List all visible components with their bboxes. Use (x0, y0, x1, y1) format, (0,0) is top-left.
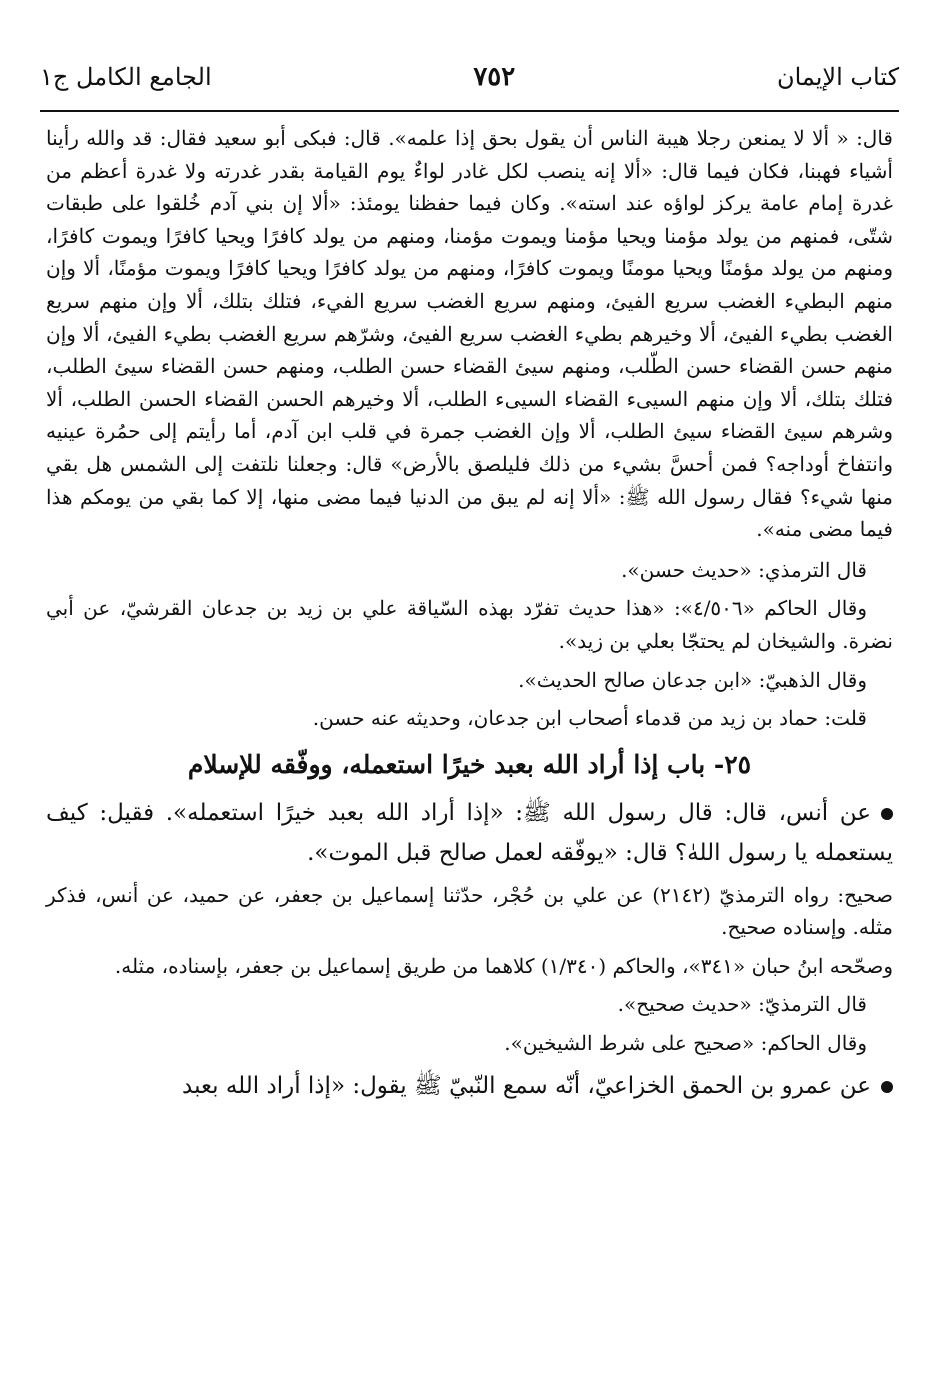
collection-title: الجامع الكامل ج١ (40, 63, 212, 91)
takhrij-note: صحيح: رواه الترمذيّ (٢١٤٢) عن علي بن حُجْر، حدّثنا إسماعيل بن جعفر، عن حميد، عن أنس، فذكر مثله. وإسناده صحيح. (46, 882, 893, 940)
author-comment: قلت: حماد بن زيد من قدماء أصحاب ابن جدعان، وحديثه عنه حسن. (312, 706, 867, 731)
hadith-amr-text: عن عمرو بن الحمق الخزاعيّ، أنّه سمع النّبيّ ﷺ يقول: «إذا أراد الله بعبد (182, 1072, 871, 1099)
bullet-icon (881, 808, 893, 820)
hadith-amr (46, 1066, 893, 1106)
hadith-anas-text: عن أنس، قال: قال رسول الله ﷺ: «إذا أراد الله بعبد خيرًا استعمله». فقيل: كيف يستعمله يا رسول اللهٰ؟ قال: «يوفّقه لعمل صالح قبل الموت». (46, 799, 893, 866)
hadith-anas (46, 793, 893, 873)
page-body (46, 122, 893, 1112)
hakim-comment: وقال الحاكم «٤/٥٠٦»: «هذا حديث تفرّد بهذه السّياقة علي بن زيد بن جدعان القرشيّ، عن أبي نضرة. والشيخان لم يحتجّا بعلي بن زيد». (46, 596, 893, 653)
dhahabi-comment: وقال الذهبيّ: «ابن جدعان صالح الحديث». (518, 667, 867, 692)
hakim-grading: وقال الحاكم: «صحيح على شرط الشيخين». (504, 1031, 867, 1056)
page-number: ٧٥٢ (473, 62, 516, 92)
chapter-heading: ٢٥- باب إذا أراد الله بعبد خيرًا استعمله، ووفّقه للإسلام (187, 749, 752, 779)
book-title: كتاب الإيمان (776, 63, 899, 91)
hadith-continuation-paragraph: قال: « ألا لا يمنعن رجلا هيبة الناس أن يقول بحق إذا علمه». قال: فبكى أبو سعيد فقال: قد والله رأينا أشياء فهبنا، فكان فيما قال: «ألا إنه ينصب لكل غادر لواءٌ يوم القيامة بقدر غدرته ولا غدرة أعظم من غدرة إمام عامة يركز لواؤه عند استه». وكان فيما حفظنا يومئذ: «ألا إن بني آدم خُلقوا على طبقات شتّى، فمنهم من يولد مؤمنا ويحيا مؤمنا ويموت مؤمنا، ومنهم من يولد كافرًا ويحيا كافرًا ويموت كافرًا، ومنهم من يولد مؤمنًا ويحيا مومنًا ويموت كافرًا، ومنهم من يولد كافرًا ويحيا كافرًا ويموت مؤمنًا، ألا وإن منهم البطيء الغضب سريع الفيئ، ومنهم سريع الغضب سريع الفيء، فتلك بتلك، ألا وإن منهم سريع الغضب بطيء الفيئ، ألا وخيرهم بطيء الغضب سريع الفيئ، وشرّهم سريع الغضب بطيء الفيئ، ألا وإن منهم حسن القضاء حسن الطّلب، ومنهم سيئ القضاء حسن الطلب، ومنهم حسن القضاء سيئ الطلب، فتلك بتلك، ألا وإن منهم السيىء القضاء السيىء الطلب، ألا وخيرهم الحسن القضاء الحسن الطلب، ألا وشرهم سيئ القضاء سيئ الطلب، ألا وإن الغضب جمرة في قلب ابن آدم، أما رأيتم إلى حمُرة عينيه وانتفاخ أوداجه؟ فمن أحسَّ بشيء من ذلك فليلصق بالأرض» قال: وجعلنا نلتفت إلى الشمس هل بقي منها شيء؟ فقال رسول الله ﷺ: «ألا إنه لم يبق من الدنيا فيما مضى منها، إلا كما بقي من يومكم هذا فيما مضى منه». (46, 126, 893, 542)
tirmidhi-grading: قال الترمذي: «حديث حسن». (621, 557, 867, 582)
header-divider (40, 110, 899, 112)
bullet-icon (881, 1081, 893, 1093)
tirmidhi-grading: قال الترمذيّ: «حديث صحيح». (617, 992, 867, 1017)
running-header (40, 52, 899, 102)
takhrij-note: وصحّحه ابنُ حبان «٣٤١»، والحاكم (١/٣٤٠) كلاهما من طريق إسماعيل بن جعفر، بإسناده، مثله. (114, 953, 893, 978)
